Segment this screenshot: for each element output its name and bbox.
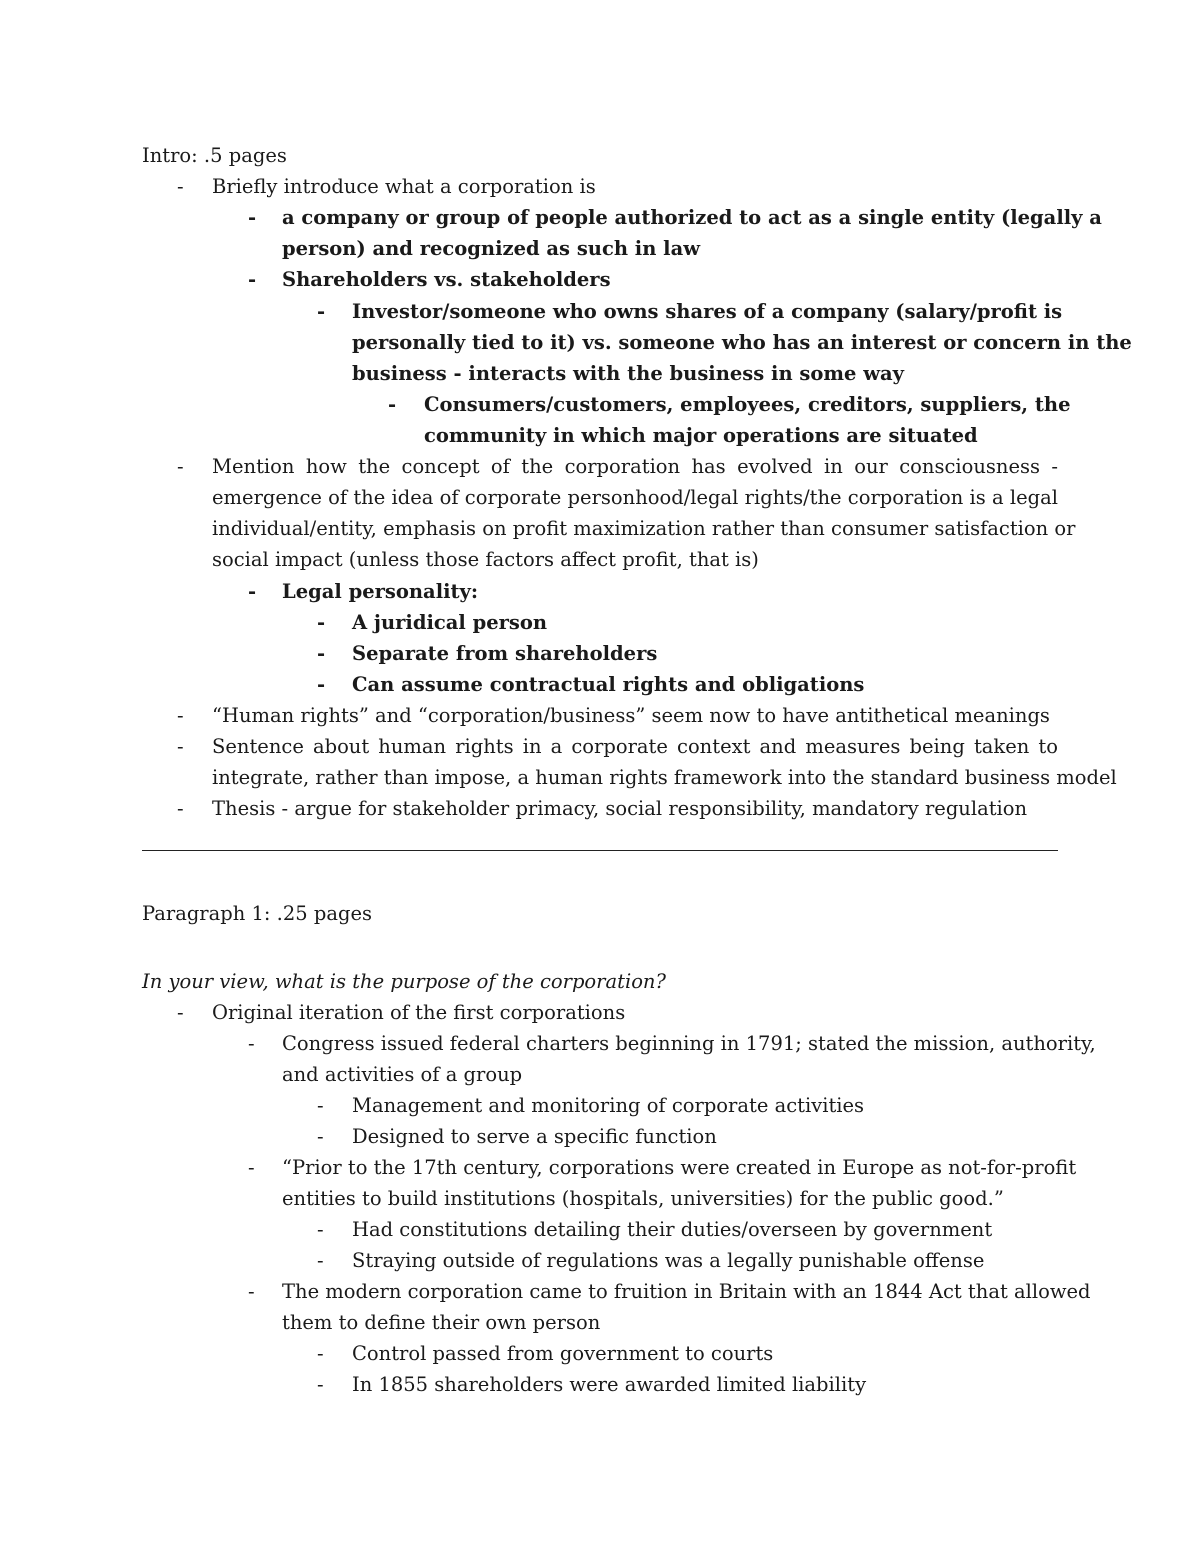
list-item-cont: individual/entity, emphasis on profit maximization rather than consumer satisfaction or — [212, 517, 1076, 540]
bullet-dash: - — [317, 642, 326, 665]
bullet-dash: - — [177, 1001, 184, 1024]
list-item: Original iteration of the first corporations — [212, 1001, 626, 1024]
list-item: A juridical person — [352, 611, 548, 634]
list-item-cont: them to define their own person — [282, 1311, 601, 1334]
bullet-dash: - — [317, 300, 326, 323]
bullet-dash: - — [248, 268, 257, 291]
list-item: Briefly introduce what a corporation is — [212, 175, 596, 198]
bullet-dash: - — [248, 206, 257, 229]
bullet-dash: - — [317, 1342, 324, 1365]
bullet-dash: - — [248, 1280, 255, 1303]
bullet-dash: - — [177, 797, 184, 820]
list-item: Congress issued federal charters beginning in 1791; stated the mission, authority, — [282, 1032, 1096, 1055]
list-item: Separate from shareholders — [352, 642, 658, 665]
list-item: The modern corporation came to fruition in Britain with an 1844 Act that allowed — [282, 1280, 1091, 1303]
bullet-dash: - — [248, 1032, 255, 1055]
list-item: Sentence about human rights in a corporate context and measures being taken to — [212, 735, 1058, 758]
bullet-dash: - — [248, 580, 257, 603]
list-item-cont: and activities of a group — [282, 1063, 523, 1086]
list-item-cont: entities to build institutions (hospitals, universities) for the public good.” — [282, 1187, 1004, 1210]
bullet-dash: - — [177, 704, 184, 727]
bullet-dash: - — [317, 1373, 324, 1396]
bullet-dash: - — [317, 611, 326, 634]
bullet-dash: - — [177, 175, 184, 198]
list-item: “Prior to the 17th century, corporations were created in Europe as not-for-profit — [282, 1156, 1077, 1179]
bullet-dash: - — [248, 1156, 255, 1179]
bullet-dash: - — [317, 673, 326, 696]
horizontal-divider — [142, 850, 1058, 851]
list-item: Designed to serve a specific function — [352, 1125, 717, 1148]
list-item: a company or group of people authorized to act as a single entity (legally a — [282, 206, 1102, 229]
bullet-dash: - — [317, 1094, 324, 1117]
bullet-dash: - — [177, 455, 184, 478]
paragraph1-heading: Paragraph 1: .25 pages — [142, 902, 373, 925]
list-item: Straying outside of regulations was a legally punishable offense — [352, 1249, 985, 1272]
list-item-cont: emergence of the idea of corporate personhood/legal rights/the corporation is a legal — [212, 486, 1058, 509]
list-item: Thesis - argue for stakeholder primacy, social responsibility, mandatory regulation — [212, 797, 1028, 820]
bullet-dash: - — [317, 1249, 324, 1272]
list-item-cont: person) and recognized as such in law — [282, 237, 701, 260]
bullet-dash: - — [317, 1218, 324, 1241]
list-item: Consumers/customers, employees, creditors, suppliers, the — [424, 393, 1071, 416]
list-item: Investor/someone who owns shares of a company (salary/profit is — [352, 300, 1063, 323]
list-item-cont: social impact (unless those factors affect profit, that is) — [212, 548, 759, 571]
list-item-cont: business - interacts with the business in some way — [352, 362, 904, 385]
bullet-dash: - — [317, 1125, 324, 1148]
section-question: In your view, what is the purpose of the corporation? — [142, 970, 666, 993]
list-item: “Human rights” and “corporation/business” seem now to have antithetical meanings — [212, 704, 1050, 727]
list-item-cont: personally tied to it) vs. someone who has an interest or concern in the — [352, 331, 1132, 354]
list-item: Shareholders vs. stakeholders — [282, 268, 611, 291]
bullet-dash: - — [388, 393, 397, 416]
list-item-cont: integrate, rather than impose, a human rights framework into the standard business model — [212, 766, 1117, 789]
intro-heading: Intro: .5 pages — [142, 144, 287, 167]
list-item: Can assume contractual rights and obligations — [352, 673, 865, 696]
list-item-cont: community in which major operations are situated — [424, 424, 978, 447]
list-item: Mention how the concept of the corporation has evolved in our consciousness - — [212, 455, 1058, 478]
list-item: Management and monitoring of corporate activities — [352, 1094, 865, 1117]
list-item: Control passed from government to courts — [352, 1342, 774, 1365]
list-item: In 1855 shareholders were awarded limited liability — [352, 1373, 867, 1396]
list-item: Had constitutions detailing their duties/overseen by government — [352, 1218, 993, 1241]
bullet-dash: - — [177, 735, 184, 758]
list-item: Legal personality: — [282, 580, 479, 603]
